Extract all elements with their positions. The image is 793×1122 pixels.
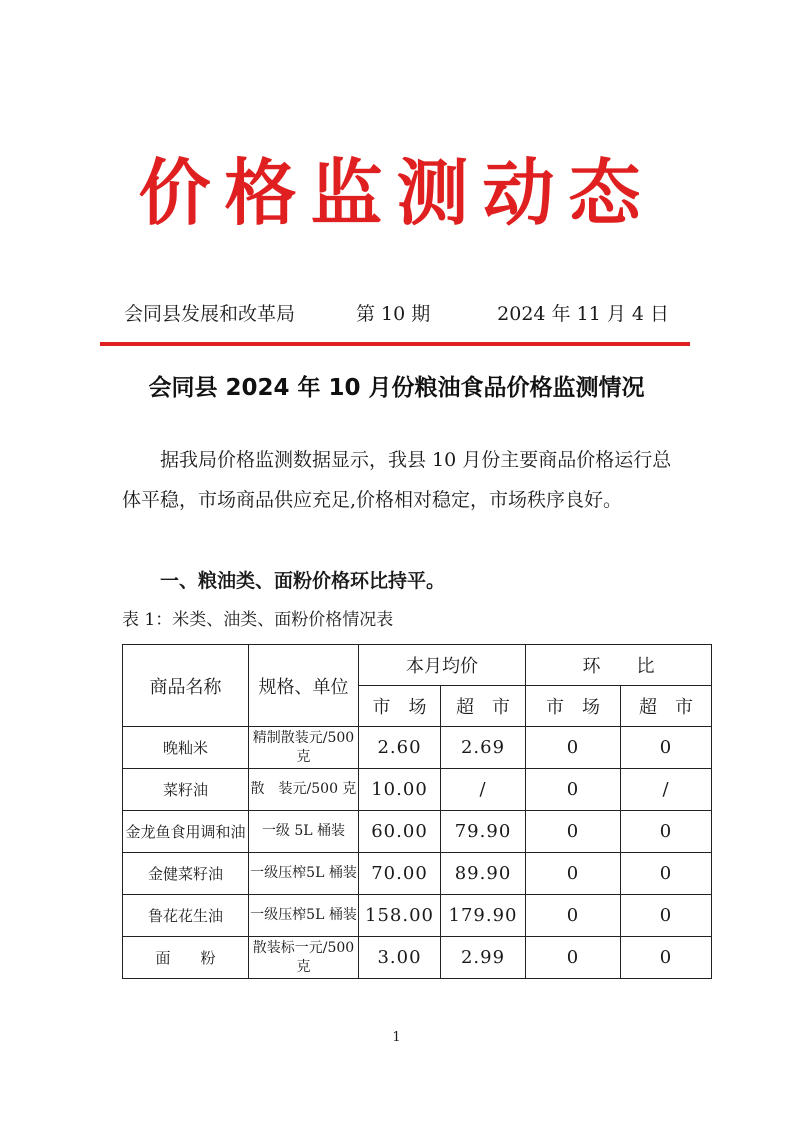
cell-market-price: 3.00 — [359, 937, 441, 979]
cell-spec-text: 散 装元/500 克 — [250, 781, 357, 797]
header-avg-price: 本月均价 — [359, 645, 526, 686]
masthead-title: 价格监测动态 — [138, 150, 655, 235]
cell-mom-super: 0 — [621, 811, 712, 853]
cell-spec-text: 一级 5L 桶装 — [261, 823, 346, 839]
cell-market-price: 60.00 — [359, 811, 441, 853]
cell-product-name: 金健菜籽油 — [123, 853, 249, 895]
table-row — [123, 811, 712, 853]
cell-mom-market: 0 — [526, 769, 621, 811]
cell-super-price: 179.90 — [441, 895, 526, 937]
cell-mom-super: 0 — [621, 937, 712, 979]
cell-spec-text: 一级压榨5L 桶装 — [250, 907, 357, 923]
header-spec-unit: 规格、单位 — [249, 645, 359, 727]
cell-super-price: 2.99 — [441, 937, 526, 979]
cell-spec — [249, 811, 359, 853]
table-row — [123, 895, 712, 937]
cell-mom-market: 0 — [526, 727, 621, 769]
header-product-name: 商品名称 — [123, 645, 249, 727]
cell-mom-super: / — [621, 769, 712, 811]
cell-spec — [249, 853, 359, 895]
cell-spec-text: 散装标一元/500 克 — [252, 939, 355, 975]
cell-market-price: 2.60 — [359, 727, 441, 769]
intro-paragraph: 据我局价格监测数据显示，我县 10 月份主要商品价格运行总体平稳，市场商品供应充足,价格相对稳定，市场秩序良好。 — [122, 449, 672, 511]
cell-spec — [249, 727, 359, 769]
cell-spec — [249, 937, 359, 979]
red-divider — [100, 342, 690, 346]
cell-product-name: 菜籽油 — [123, 769, 249, 811]
cell-product-name: 晚籼米 — [123, 727, 249, 769]
issuing-organization: 会同县发展和改革局 — [124, 303, 296, 325]
header-mom-supermarket: 超 市 — [621, 686, 712, 727]
section-heading: 一、粮油类、面粉价格环比持平。 — [160, 570, 446, 592]
cell-product-name: 面 粉 — [123, 937, 249, 979]
table-row — [123, 853, 712, 895]
cell-mom-market: 0 — [526, 937, 621, 979]
issue-number: 第 10 期 — [356, 303, 431, 325]
cell-super-price: 2.69 — [441, 727, 526, 769]
cell-mom-market: 0 — [526, 811, 621, 853]
cell-spec-text: 精制散装元/500 克 — [252, 729, 355, 765]
cell-spec — [249, 769, 359, 811]
header-market: 市 场 — [359, 686, 441, 727]
cell-spec-text: 一级压榨5L 桶装 — [250, 865, 357, 881]
table-row — [123, 937, 712, 979]
cell-market-price: 70.00 — [359, 853, 441, 895]
issue-date: 2024 年 11 月 4 日 — [497, 303, 669, 325]
table-caption: 表 1：米类、油类、面粉价格情况表 — [122, 610, 394, 630]
cell-super-price: 79.90 — [441, 811, 526, 853]
cell-market-price: 10.00 — [359, 769, 441, 811]
document-title: 会同县 2024 年 10 月份粮油食品价格监测情况 — [148, 375, 645, 401]
issue-line — [124, 300, 669, 328]
cell-mom-market: 0 — [526, 895, 621, 937]
header-mom-market: 市 场 — [526, 686, 621, 727]
header-supermarket: 超 市 — [441, 686, 526, 727]
cell-mom-market: 0 — [526, 853, 621, 895]
cell-mom-super: 0 — [621, 727, 712, 769]
price-table — [122, 644, 712, 979]
table-row — [123, 769, 712, 811]
cell-super-price: 89.90 — [441, 853, 526, 895]
cell-spec — [249, 895, 359, 937]
cell-market-price: 158.00 — [359, 895, 441, 937]
page-number: 1 — [392, 1030, 401, 1045]
cell-product-name: 金龙鱼食用调和油 — [123, 811, 249, 853]
cell-super-price: / — [441, 769, 526, 811]
cell-mom-super: 0 — [621, 895, 712, 937]
cell-mom-super: 0 — [621, 853, 712, 895]
table-row — [123, 727, 712, 769]
header-mom: 环 比 — [526, 645, 712, 686]
cell-product-name: 鲁花花生油 — [123, 895, 249, 937]
